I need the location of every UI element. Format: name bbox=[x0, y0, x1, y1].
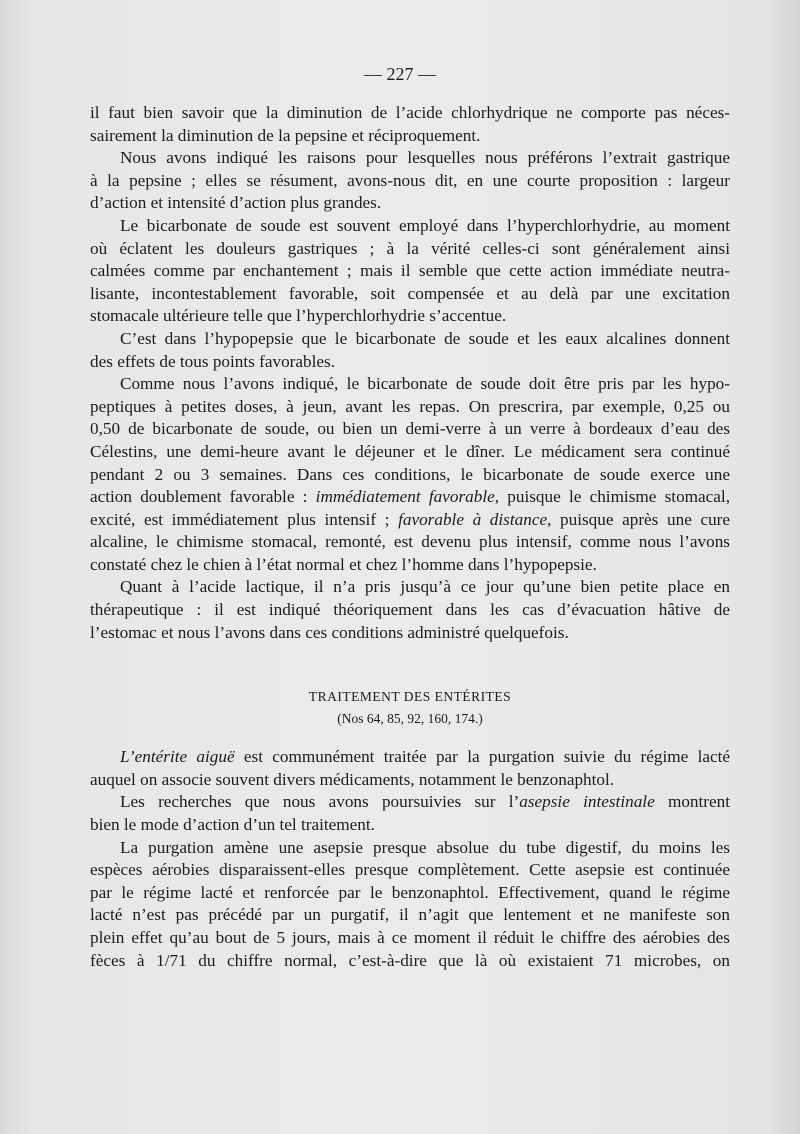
text-line: Le bicarbonate de soude est souvent employé dans l’hyperchlorhydrie, au moment bbox=[120, 215, 730, 235]
text-line bbox=[90, 791, 730, 814]
text-line: fèces à 1/71 du chiffre normal, c’est-à-dire que là où existaient 71 microbes, on bbox=[90, 950, 730, 970]
text-line: lisante, incontestablement favorable, soit compensée et au delà par une excitation bbox=[90, 283, 730, 303]
text-line bbox=[90, 486, 730, 509]
text-line: lacté n’est pas précédé par un purgatif, il n’agit que lentement et ne manifeste son bbox=[90, 905, 730, 925]
section-heading: TRAITEMENT DES ENTÉRITES bbox=[308, 689, 512, 705]
text-line: où éclatent les douleurs gastriques ; à la vérité celles-ci sont généralement ainsi bbox=[90, 238, 730, 258]
text-line: calmées comme par enchantement ; mais il semble que cette action immédiate neutra- bbox=[90, 261, 730, 281]
text-line bbox=[90, 509, 730, 532]
text-run: , puisque le chimisme stomacal, bbox=[494, 487, 730, 507]
italic-text: asepsie intestinale bbox=[519, 792, 655, 812]
italic-text: favorable à distance bbox=[398, 509, 548, 529]
text-line: Célestins, une demi-heure avant le déjeuner et le dîner. Le médicament sera continué bbox=[90, 441, 730, 461]
italic-text: immédiatement favorable bbox=[315, 487, 495, 507]
text-line: par le régime lacté et renforcée par le benzonaphtol. Effectivement, quand le régime bbox=[90, 882, 730, 902]
text-line: d’action et intensité d’action plus grandes. bbox=[90, 193, 382, 213]
text-line: à la pepsine ; elles se résument, avons-nous dit, en une courte proposition : largeur bbox=[90, 170, 730, 190]
text-line: Quant à l’acide lactique, il n’a pris jusqu’à ce jour qu’une bien petite place en bbox=[120, 577, 730, 597]
text-run: Les recherches que nous avons poursuivies sur l’ bbox=[120, 792, 520, 812]
text-line: Comme nous l’avons indiqué, le bicarbonate de soude doit être pris par les hypo- bbox=[120, 374, 730, 394]
page-number: — 227 — bbox=[364, 64, 436, 84]
text-line: thérapeutique : il est indiqué théoriquement dans les cas d’évacuation hâtive de bbox=[90, 600, 730, 620]
text-run: action doublement favorable : bbox=[90, 487, 308, 507]
text-line: espèces aérobies disparaissent-elles presque complètement. Cette asepsie est continuée bbox=[90, 860, 730, 880]
section-gap bbox=[90, 730, 730, 746]
text-run: est communément traitée par la purgation suivie du régime lacté bbox=[234, 747, 730, 767]
text-line: pendant 2 ou 3 semaines. Dans ces conditions, le bicarbonate de soude exerce une bbox=[90, 464, 730, 484]
text-line: C’est dans l’hypopepsie que le bicarbonate de soude et les eaux alcalines donnent bbox=[120, 328, 730, 348]
text-line: bien le mode d’action d’un tel traitement. bbox=[90, 815, 375, 835]
text-line: auquel on associe souvent divers médicaments, notamment le benzonaphtol. bbox=[90, 769, 615, 789]
text-line: alcaline, le chimisme stomacal, remonté, est devenu plus intensif, comme nous l’avons bbox=[90, 532, 730, 552]
text-run: montrent bbox=[654, 792, 730, 812]
text-line bbox=[90, 746, 730, 769]
body-text bbox=[90, 102, 730, 972]
text-line: peptiques à petites doses, à jeun, avant les repas. On prescrira, par exemple, 0,25 ou bbox=[90, 396, 730, 416]
text-line: 0,50 de bicarbonate de soude, ou bien un demi-verre à un verre à bordeaux d’eau des bbox=[90, 419, 730, 439]
text-line: stomacale ultérieure telle que l’hyperchlorhydrie s’accentue. bbox=[90, 306, 507, 326]
text-line: Nous avons indiqué les raisons pour lesquelles nous préférons l’extrait gastrique bbox=[120, 148, 730, 168]
text-run: , puisque après une cure bbox=[547, 509, 730, 529]
text-line: l’estomac et nous l’avons dans ces conditions administré quelquefois. bbox=[90, 622, 569, 642]
text-line: La purgation amène une asepsie presque absolue du tube digestif, du moins les bbox=[120, 837, 730, 857]
text-line: plein effet qu’au bout de 5 jours, mais à ce moment il réduit le chiffre des aérobies des bbox=[90, 928, 730, 947]
text-line: il faut bien savoir que la diminution de l’acide chlorhydrique ne comporte pas néces- bbox=[90, 103, 730, 122]
section-references: (Nos 64, 85, 92, 160, 174.) bbox=[337, 711, 483, 727]
section-gap bbox=[90, 644, 730, 686]
text-run: excité, est immédiatement plus intensif ; bbox=[90, 509, 390, 529]
text-line: sairement la diminution de la pepsine et réciproquement. bbox=[90, 125, 481, 145]
italic-text: L’entérite aiguë bbox=[120, 747, 235, 767]
text-line: des effets de tous points favorables. bbox=[90, 351, 336, 371]
text-line: constaté chez le chien à l’état normal et chez l’homme dans l’hypopepsie. bbox=[90, 554, 597, 574]
